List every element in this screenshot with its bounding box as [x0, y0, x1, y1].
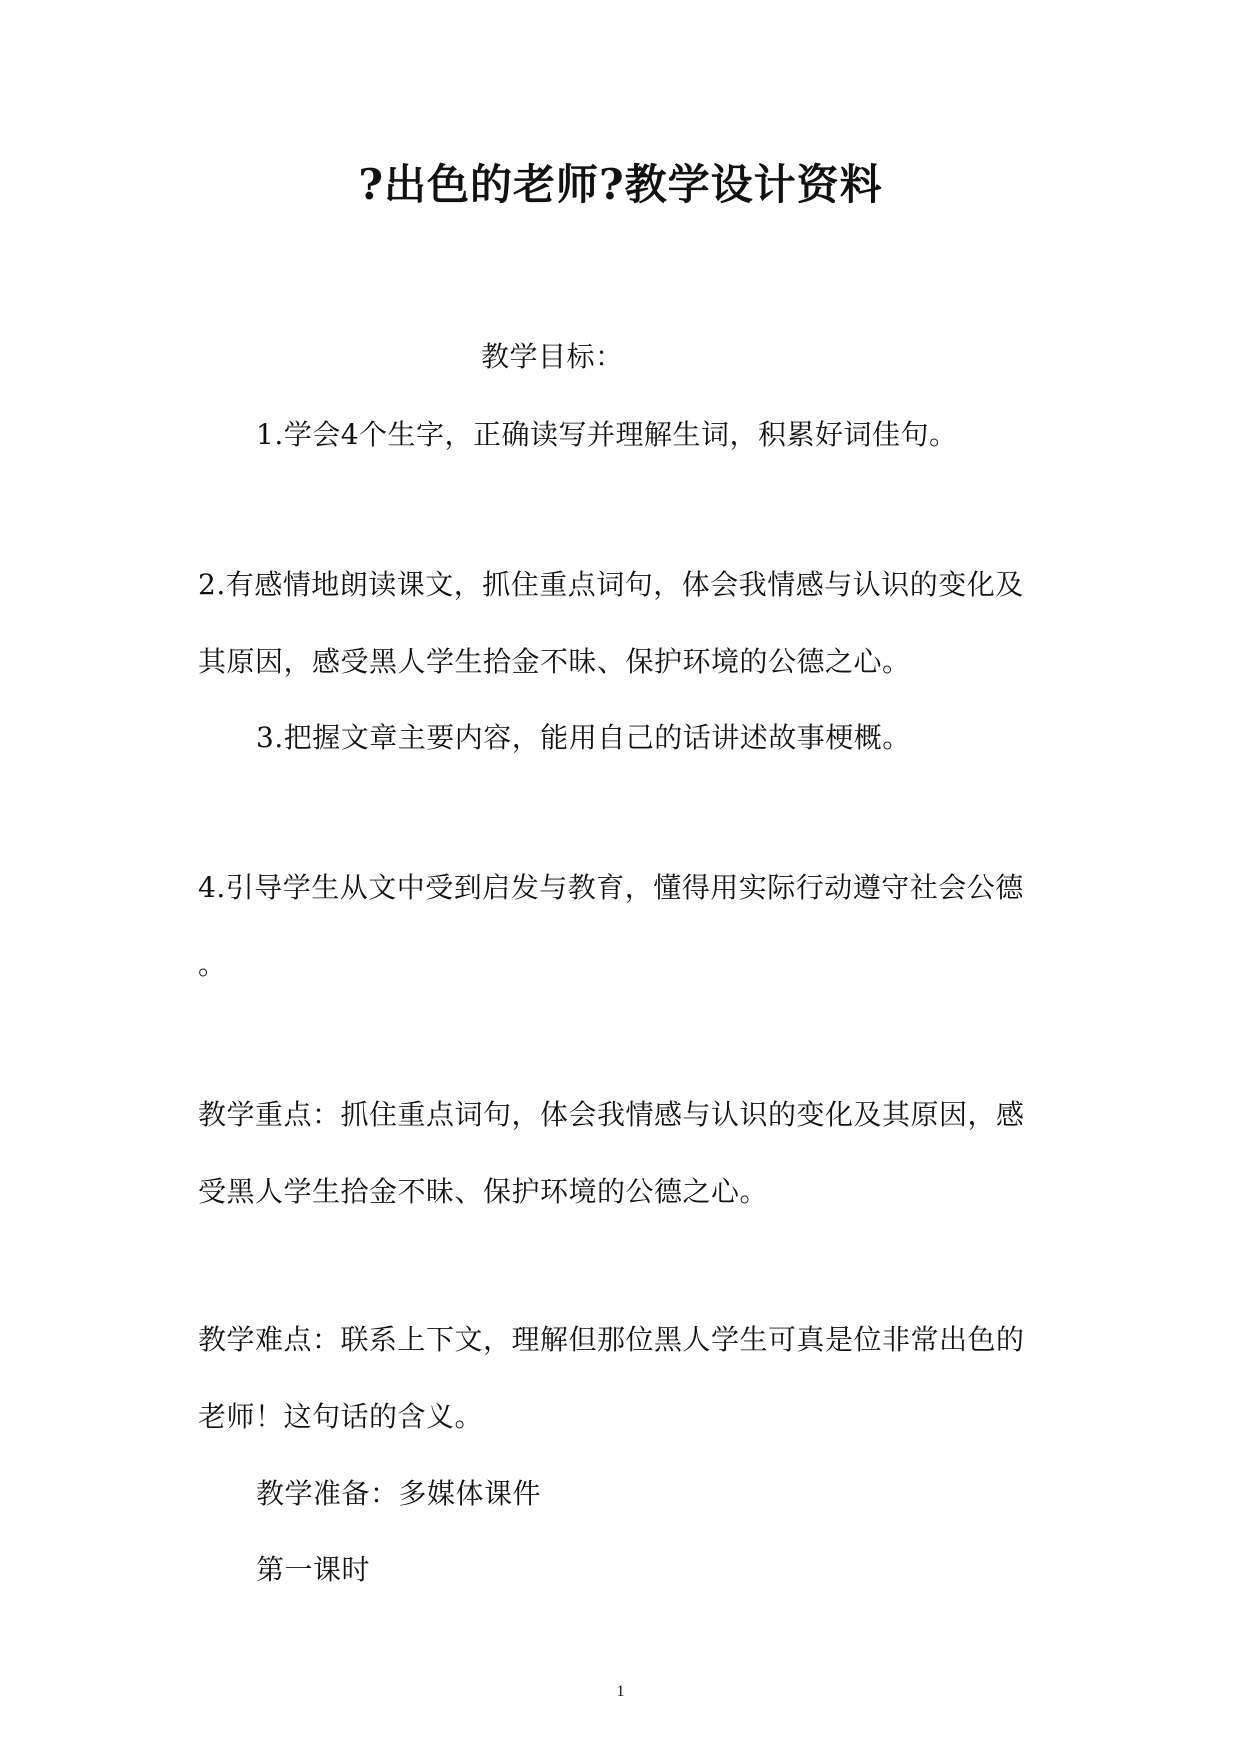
- paragraph-line: 老师！这句话的含义。: [198, 1400, 484, 1433]
- paragraph-line: 。: [198, 948, 227, 981]
- document-title: ?出色的老师?教学设计资料: [358, 160, 883, 209]
- paragraph-line: 受黑人学生拾金不昧、保护环境的公德之心。: [198, 1175, 769, 1208]
- paragraph-line: 4.引导学生从文中受到启发与教育，懂得用实际行动遵守社会公德: [198, 871, 1024, 904]
- paragraph-line: 2.有感情地朗读课文，抓住重点词句，体会我情感与认识的变化及: [198, 568, 1024, 601]
- paragraph-line: 教学难点：联系上下文，理解但那位黑人学生可真是位非常出色的: [198, 1323, 1025, 1356]
- paragraph-line: 1.学会4个生字，正确读写并理解生词，积累好词佳句。: [256, 418, 958, 451]
- paragraph-line: 教学准备：多媒体课件: [256, 1477, 542, 1510]
- paragraph-line: 其原因，感受黑人学生拾金不昧、保护环境的公德之心。: [198, 645, 911, 678]
- page-number: 1: [616, 1683, 625, 1700]
- paragraph-line: 第一课时: [256, 1553, 371, 1586]
- paragraph-line: 3.把握文章主要内容，能用自己的话讲述故事梗概。: [256, 721, 911, 754]
- paragraph-line: 教学目标：: [481, 340, 624, 373]
- paragraph-line: 教学重点：抓住重点词句，体会我情感与认识的变化及其原因，感: [198, 1098, 1025, 1131]
